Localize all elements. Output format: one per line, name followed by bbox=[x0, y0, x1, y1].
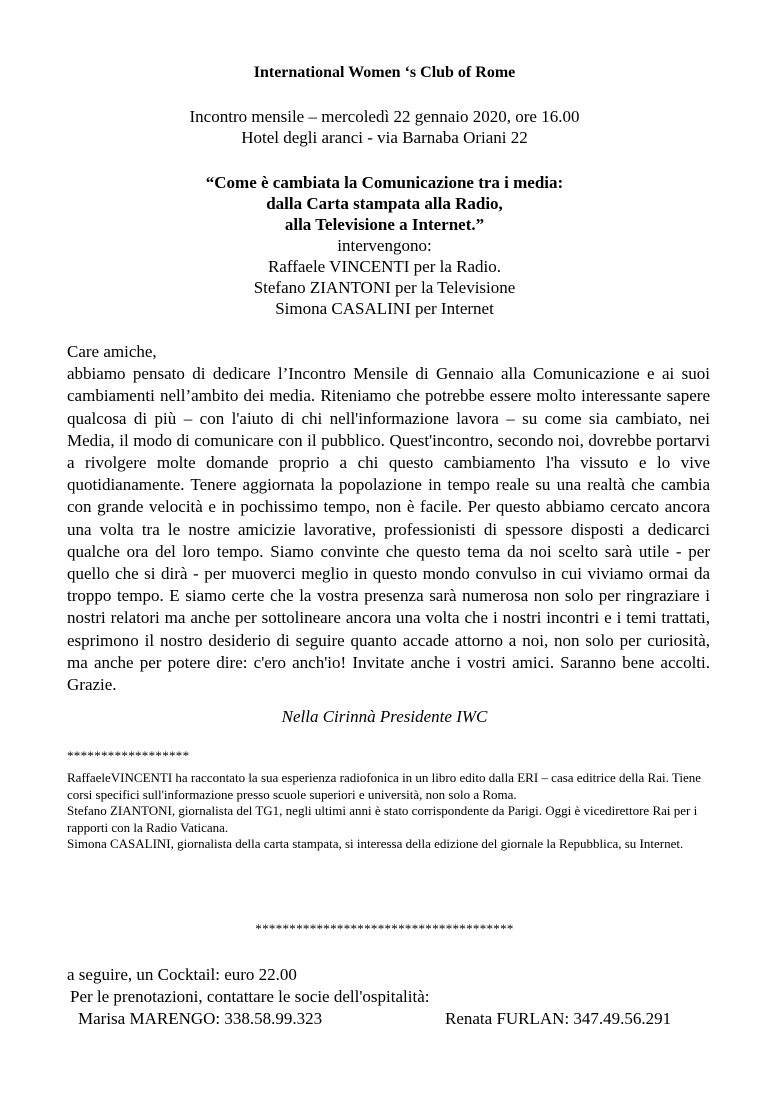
contacts-row bbox=[67, 1008, 717, 1030]
topic-title-line: dalla Carta stampata alla Radio, bbox=[266, 194, 503, 213]
bio-paragraph: Stefano ZIANTONI, giornalista del TG1, negli ultimi anni è stato corrispondente da Parigi. Oggi è vicedirettore Rai per i rapporti con la Radio Vaticana. bbox=[67, 803, 698, 835]
contact-entry: Marisa MARENGO: 338.58.99.323 bbox=[78, 1009, 323, 1028]
speakers-intro: intervengono: bbox=[337, 236, 432, 255]
topic-title-line: “Come è cambiata la Comunicazione tra i media: bbox=[205, 173, 564, 192]
letter-block bbox=[67, 341, 710, 696]
topic-block bbox=[0, 172, 769, 319]
cocktail-line: a seguire, un Cocktail: euro 22.00 bbox=[67, 965, 297, 984]
speaker-line: Raffaele VINCENTI per la Radio. bbox=[267, 257, 502, 276]
letter-body: abbiamo pensato di dedicare l’Incontro Mensile di Gennaio alla Comunicazione e ai suoi cambiamenti nell’ambito dei media. Riteniamo che potrebbe essere molto interessante sapere qualcosa di più – con l'aiuto di chi nell'informazione lavora – su come sia cambiato, nei Media, il modo di comunicare con il pubblico. Quest'incontro, secondo noi, dovrebbe portarvi a rivolgere molte domande proprio a chi questo cambiamento l'ha vissuto e lo vive quotidianamente. Tenere aggiornata la popolazione in tempo reale su una realtà che cambia con grande velocità e in pochissimo tempo, non è facile. Per questo abbiamo cercato ancora una volta tra le nostre amicizie lavorative, professionisti di spessore disposti a dedicarci qualche ora del loro tempo. Siamo convinte che questo tema da noi scelto sarà utile - per quello che si dirà - per muoverci meglio in questo mondo convulso in cui viviamo ormai da troppo tempo. E siamo certe che la vostra presenza sarà numerosa non solo per ringraziare i nostri relatori ma anche per sottolineare ancora una volta che i nostri incontri e i temi trattati, esprimono il nostro desiderio di seguire quanto accade attorno a noi, non solo per curiosità, ma anche per potere dire: c'ero anch'io! Invitate anche i vostri amici. Saranno bene accolti. Grazie. bbox=[67, 364, 710, 695]
booking-line: Per le prenotazioni, contattare le socie dell'ospitalità: bbox=[70, 987, 430, 1006]
topic-title-line: alla Televisione a Internet.” bbox=[284, 215, 485, 234]
speaker-line: Stefano ZIANTONI per la Televisione bbox=[253, 278, 516, 297]
organization-title: International Women ‘s Club of Rome bbox=[253, 64, 516, 81]
meeting-venue-line: Hotel degli aranci - via Barnaba Oriani 22 bbox=[241, 128, 528, 147]
bio-paragraph: Simona CASALINI, giornalista della carta stampata, si interessa della edizione del giornale la Repubblica, su Internet. bbox=[67, 836, 684, 852]
letter-salutation: Care amiche, bbox=[67, 342, 157, 361]
letter-signature: Nella Cirinnà Presidente IWC bbox=[281, 707, 488, 726]
speaker-line: Simona CASALINI per Internet bbox=[275, 299, 494, 318]
speaker-bios bbox=[67, 770, 717, 853]
footer-block bbox=[67, 964, 717, 1030]
meeting-date-line: Incontro mensile – mercoledì 22 gennaio 2020, ore 16.00 bbox=[189, 107, 580, 126]
separator-short: ****************** bbox=[67, 748, 190, 763]
separator-long: ************************************** bbox=[255, 921, 514, 936]
contact-entry: Renata FURLAN: 347.49.56.291 bbox=[445, 1009, 672, 1028]
meeting-info bbox=[0, 106, 769, 148]
bio-paragraph: RaffaeleVINCENTI ha raccontato la sua esperienza radiofonica in un libro edito dalla ERI – casa editrice della Rai. Tiene corsi specifici sull'informazione presso scuole superiori e università, non solo a Roma. bbox=[67, 770, 701, 802]
